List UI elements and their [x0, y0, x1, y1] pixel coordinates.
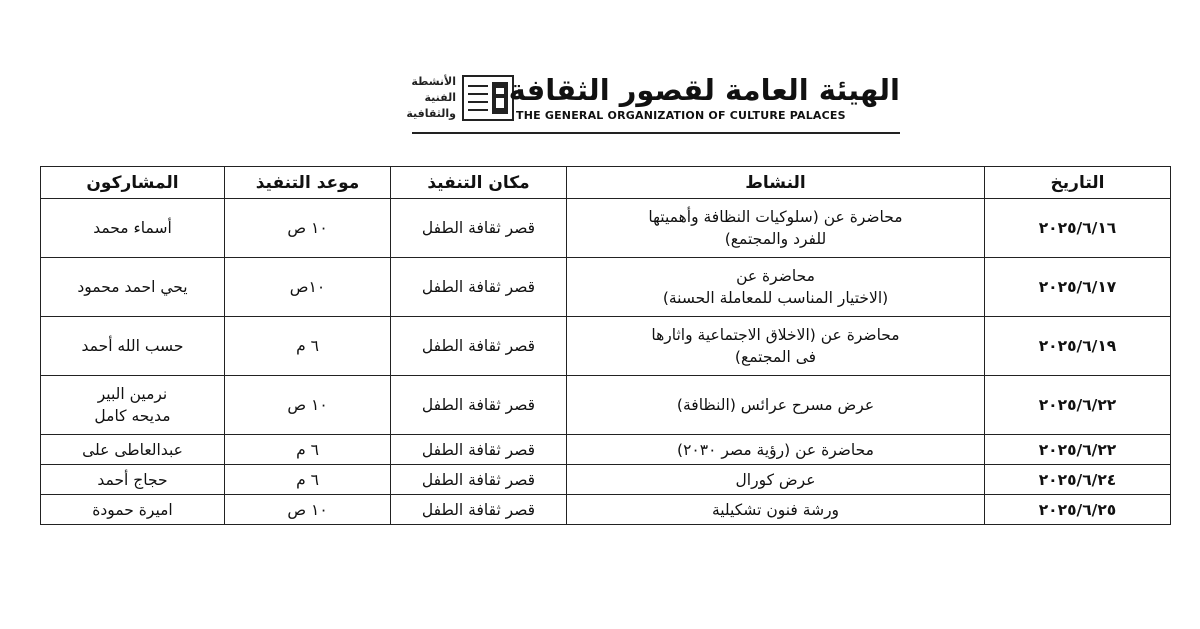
place-cell: قصر ثقافة الطفل: [391, 199, 567, 258]
time-cell: ١٠ ص: [225, 495, 391, 525]
activity-cell: [567, 317, 985, 376]
table-row: [41, 495, 1171, 525]
participant-name: نرمين البير: [97, 385, 168, 403]
date-cell: ٢٠٢٥/٦/١٦: [985, 199, 1171, 258]
activity-cell: [567, 465, 985, 495]
activity-line: محاضرة عن (سلوكيات النظافة وأهميتها: [648, 208, 903, 226]
time-cell: ٦ م: [225, 465, 391, 495]
place-cell: قصر ثقافة الطفل: [391, 465, 567, 495]
participant-name: يحي احمد محمود: [77, 278, 188, 296]
activity-cell: [567, 199, 985, 258]
time-cell: ١٠ ص: [225, 199, 391, 258]
activity-cell: [567, 258, 985, 317]
header-activity: النشاط: [567, 167, 985, 199]
participants-cell: [41, 435, 225, 465]
participants-cell: [41, 199, 225, 258]
date-cell: ٢٠٢٥/٦/١٩: [985, 317, 1171, 376]
dept-line: والثقافية: [406, 107, 456, 120]
participants-cell: [41, 258, 225, 317]
table-row: [41, 199, 1171, 258]
place-cell: قصر ثقافة الطفل: [391, 435, 567, 465]
letterhead: [408, 70, 900, 134]
culture-palaces-logo-icon: [462, 74, 514, 122]
org-name-arabic: الهيئة العامة لقصور الثقافة: [508, 73, 900, 107]
participants-cell: [41, 376, 225, 435]
activity-line: فى المجتمع): [734, 348, 817, 366]
date-cell: ٢٠٢٥/٦/٢٥: [985, 495, 1171, 525]
header-time: موعد التنفيذ: [225, 167, 391, 199]
activity-line: عرض مسرح عرائس (النظافة): [676, 396, 875, 414]
activity-line: للفرد والمجتمع): [724, 230, 827, 248]
time-cell: ٦ م: [225, 435, 391, 465]
participant-name: حسب الله أحمد: [81, 337, 184, 355]
participant-name: اميرة حمودة: [92, 500, 173, 519]
date-cell: ٢٠٢٥/٦/٢٢: [985, 435, 1171, 465]
activity-line: ورشة فنون تشكيلية: [711, 500, 840, 519]
date-cell: ٢٠٢٥/٦/٢٤: [985, 465, 1171, 495]
place-cell: قصر ثقافة الطفل: [391, 376, 567, 435]
table-row: [41, 376, 1171, 435]
table-header-row: [41, 167, 1171, 199]
place-cell: قصر ثقافة الطفل: [391, 258, 567, 317]
participant-name: عبدالعاطى على: [82, 440, 183, 459]
activity-line: (الاختيار المناسب للمعاملة الحسنة): [662, 289, 889, 307]
activity-cell: [567, 435, 985, 465]
time-cell: ١٠ ص: [225, 376, 391, 435]
place-cell: قصر ثقافة الطفل: [391, 317, 567, 376]
activity-line: عرض كورال: [735, 470, 816, 489]
activity-cell: [567, 376, 985, 435]
participants-cell: [41, 317, 225, 376]
org-name-english: THE GENERAL ORGANIZATION OF CULTURE PALACES: [516, 109, 846, 122]
time-cell: ٦ م: [225, 317, 391, 376]
activity-schedule-table: [40, 166, 1171, 525]
activity-line: محاضرة عن (الاخلاق الاجتماعية واثارها: [651, 326, 900, 344]
participant-name: مديحه كامل: [94, 407, 171, 425]
date-cell: ٢٠٢٥/٦/١٧: [985, 258, 1171, 317]
place-cell: قصر ثقافة الطفل: [391, 495, 567, 525]
header-participants: المشاركون: [41, 167, 225, 199]
department-logo-text: [408, 74, 456, 126]
participants-cell: [41, 465, 225, 495]
activity-line: محاضرة عن (رؤية مصر ٢٠٣٠): [677, 440, 874, 459]
dept-line: الأنشطة: [411, 75, 456, 88]
activity-line: محاضرة عن: [736, 267, 815, 285]
participant-name: حجاج أحمد: [97, 470, 168, 489]
time-cell: ١٠ص: [225, 258, 391, 317]
table-row: [41, 258, 1171, 317]
dept-line: الفنية: [424, 91, 456, 104]
header-date: التاريخ: [985, 167, 1171, 199]
table-row: [41, 465, 1171, 495]
date-cell: ٢٠٢٥/٦/٢٢: [985, 376, 1171, 435]
table-row: [41, 435, 1171, 465]
header-divider: [412, 132, 900, 134]
participant-name: أسماء محمد: [93, 219, 172, 237]
participants-cell: [41, 495, 225, 525]
header-place: مكان التنفيذ: [391, 167, 567, 199]
table-row: [41, 317, 1171, 376]
activity-cell: [567, 495, 985, 525]
